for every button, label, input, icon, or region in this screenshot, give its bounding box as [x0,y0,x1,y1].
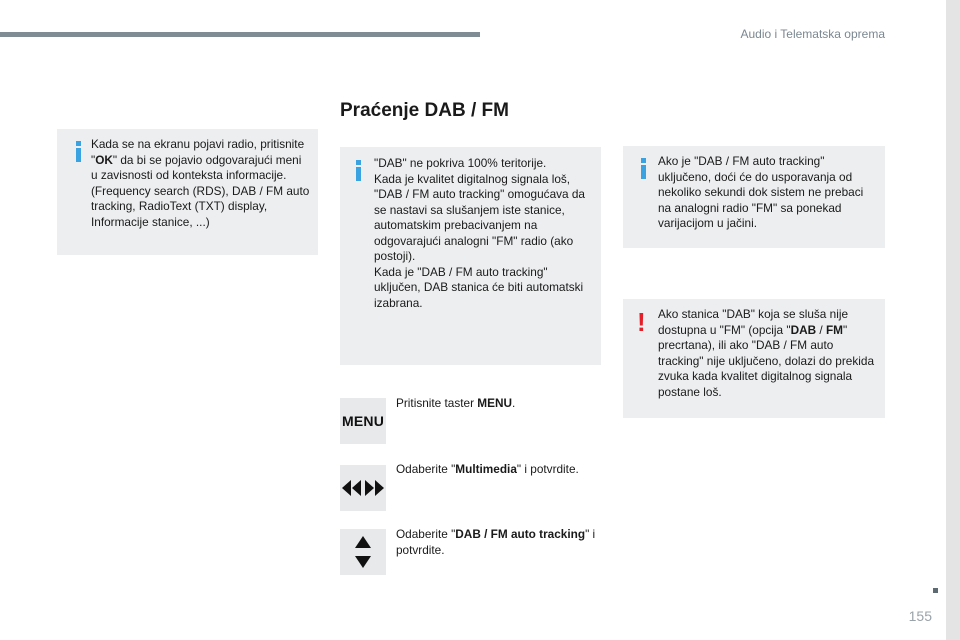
info-icon [640,158,648,179]
header-bar [0,32,480,37]
menu-button-icon: MENU [340,398,386,444]
info-icon [75,141,83,162]
section-title: Audio i Telematska oprema [740,27,885,41]
info-icon [355,160,363,181]
page-edge-strip [946,0,960,640]
warning-box [623,299,885,418]
info-box-ok [57,129,318,255]
info-box-dab-coverage-text: "DAB" ne pokriva 100% teritorije. Kada je kvalitet digitalnog signala loš, "DAB / FM auto tracking" omogućava da se nastavi sa slušanjem iste stanice, automatskim prebacivanjem na odgovarajući analogni "FM" radio (ako postoji). Kada je "DAB / FM auto tracking" uključen, DAB stanica će biti automatski izabrana. [374,156,585,310]
step-2-text: Odaberite "Multimedia" i potvrdite. [396,462,579,476]
previous-next-icon [340,465,386,511]
up-down-arrows-icon [340,529,386,575]
info-box-dab-coverage [340,147,601,365]
info-box-ok-text: Kada se na ekranu pojavi radio, pritisnite "OK" da bi se pojavio odgovarajući meni u zavisnosti od konteksta informacije. (Frequency search (RDS), DAB / FM auto tracking, RadioText (TXT) display, Informacije stanice, ...) [91,137,310,229]
info-box-auto-tracking [623,146,885,248]
step-1-text: Pritisnite taster MENU. [396,396,516,410]
warning-box-text: Ako stanica "DAB" koja se sluša nije dostupna u "FM" (opcija "DAB / FM" precrtana), ili ako "DAB / FM auto tracking" nije uključeno, dolazi do prekida zvuka kada kvalitet digitalnog signala postane loš. [658,307,875,399]
info-box-auto-tracking-text: Ako je "DAB / FM auto tracking" uključeno, doći će do usporavanja od nekoliko sekundi dok sistem ne prebaci na analogni radio "FM" sa ponekad varijacijom u jačini. [658,154,864,230]
page-marker-dot [933,588,938,593]
ok-key-label: OK [95,152,113,167]
warning-exclamation-icon: ! [637,307,646,337]
page-number: 155 [908,608,932,624]
step-3-text: Odaberite "DAB / FM auto tracking" i potvrdite. [396,527,596,557]
page-title: Praćenje DAB / FM [340,100,509,121]
